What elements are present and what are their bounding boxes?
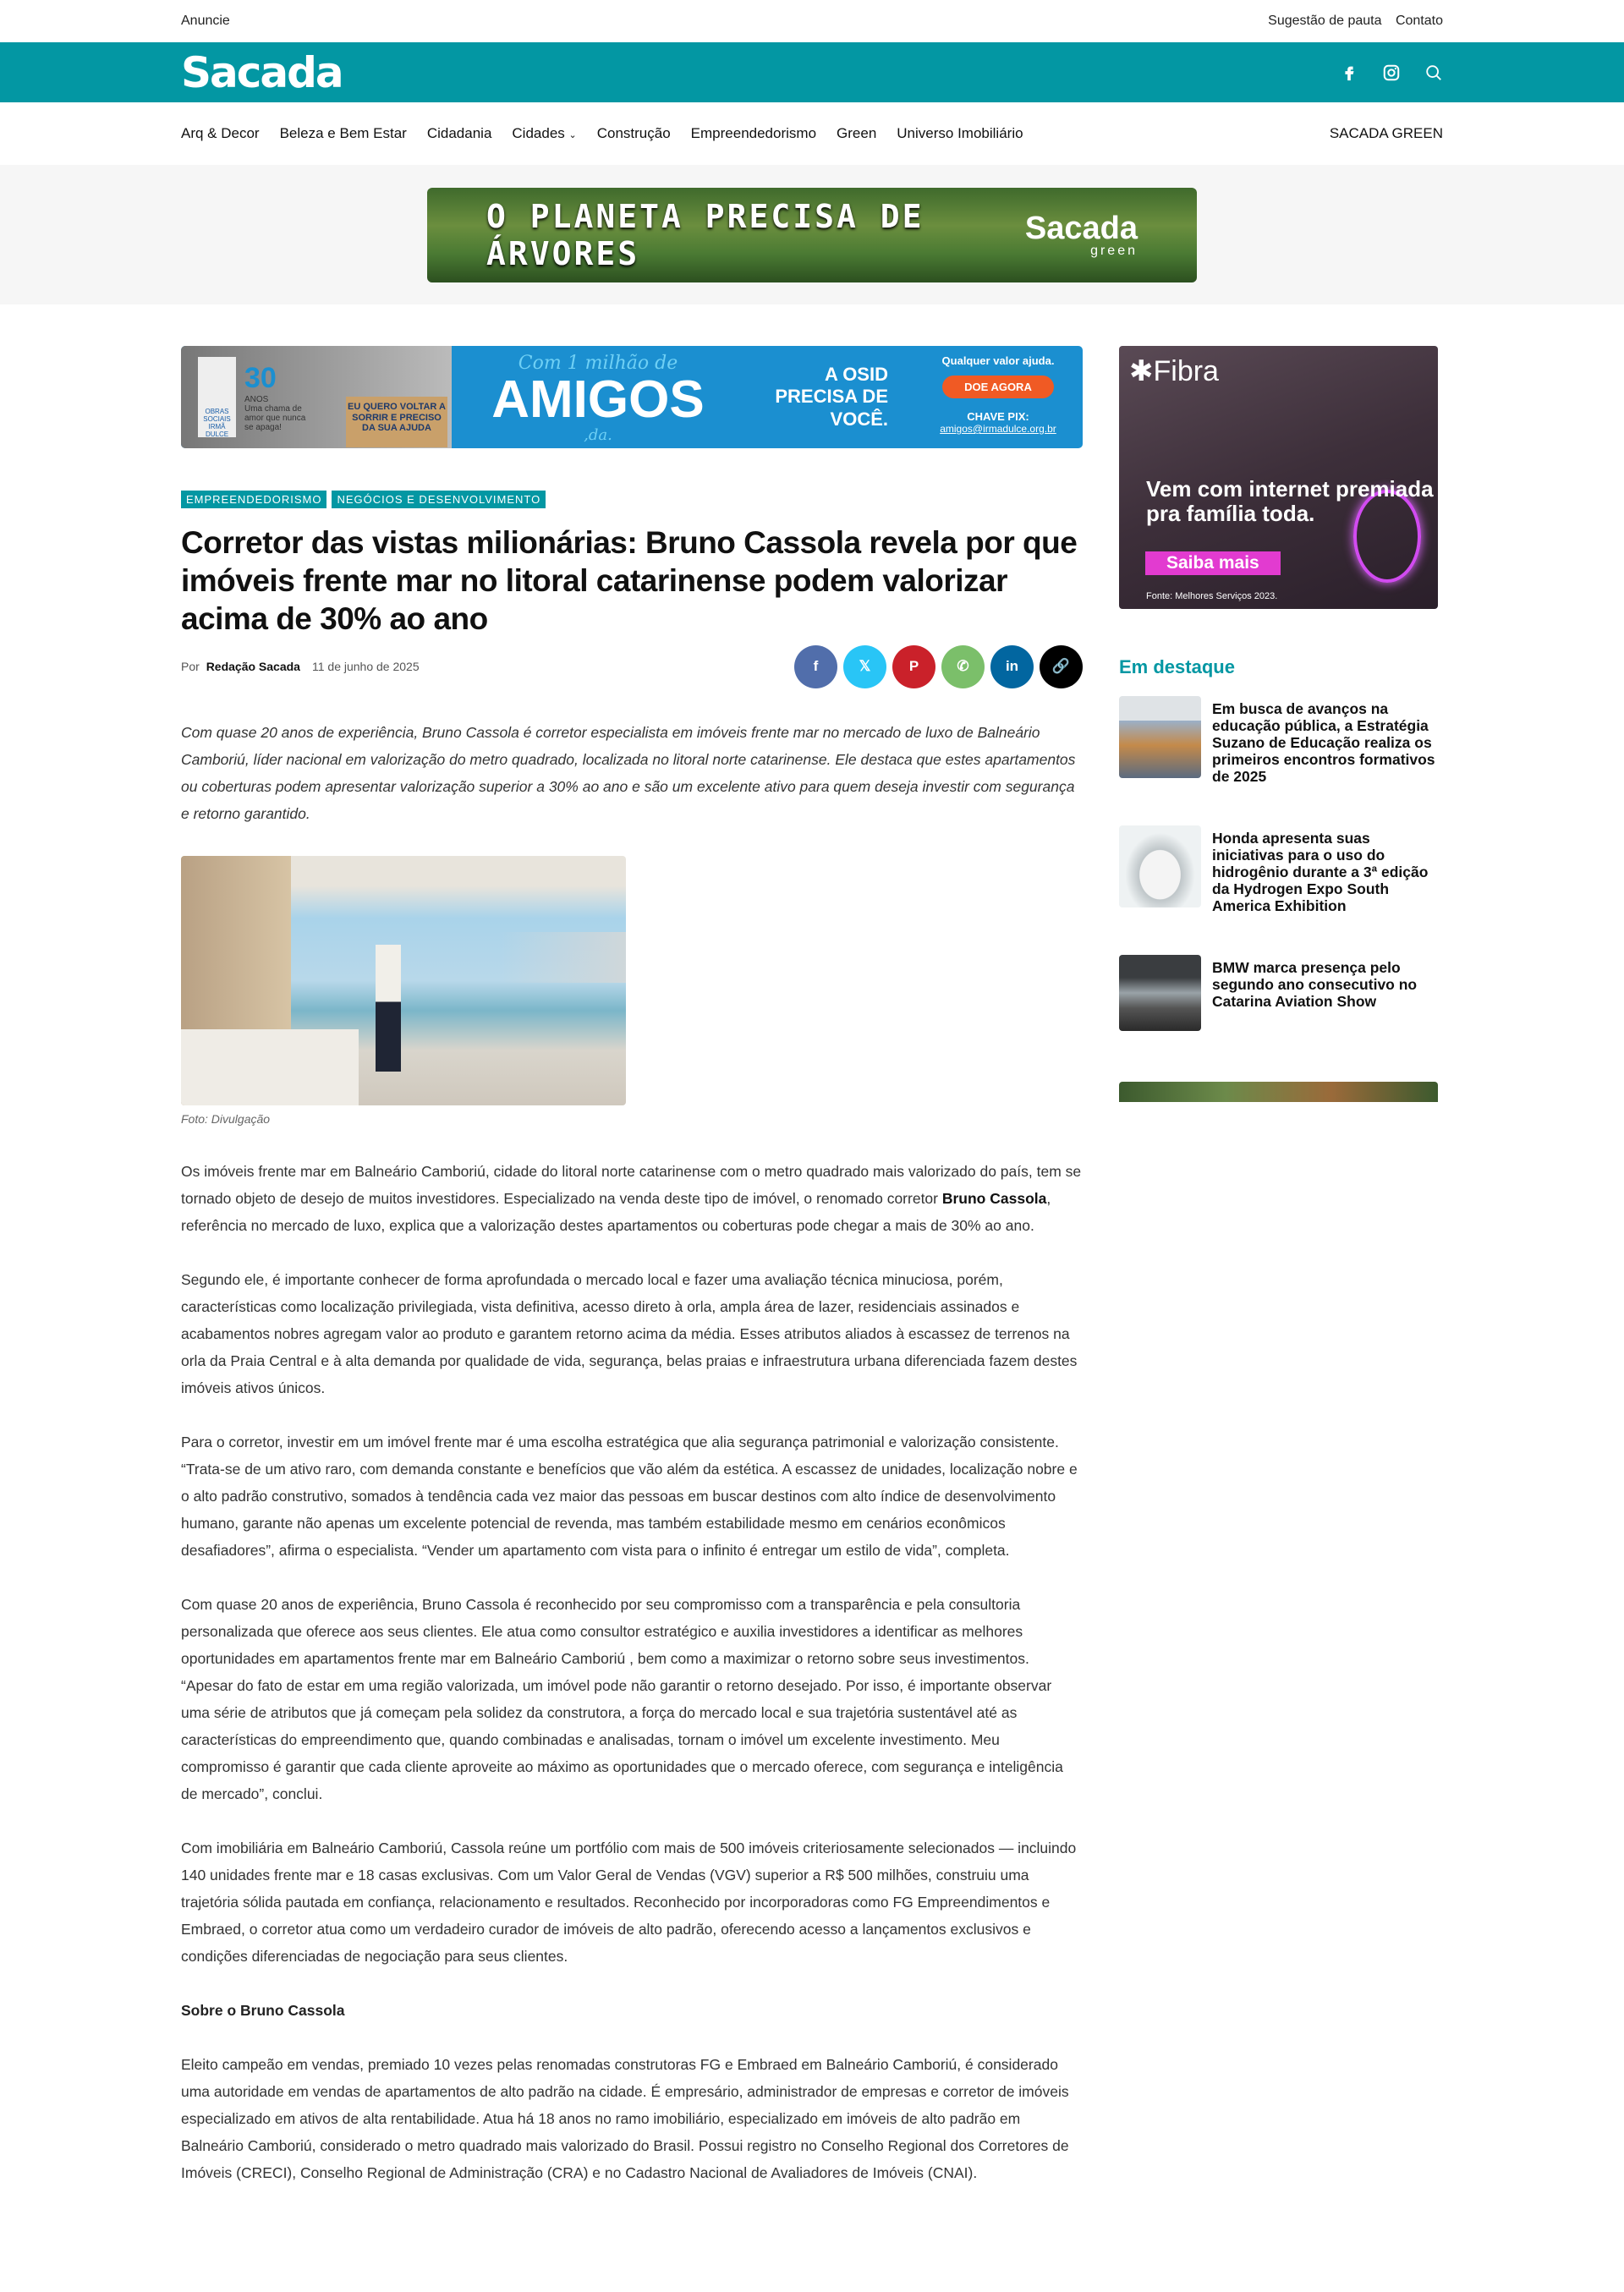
author-link[interactable]: Redação Sacada bbox=[206, 660, 300, 673]
paragraph: Com imobiliária em Balneário Camboriú, Cassola reúne um portfólio com mais de 500 imóveis criteriosamente selecionados — incluindo 140 unidades frente mar e 18 casas exclusivas. Com um Valor Geral de Vendas (VGV) superior a R$ 500 milhões, construiu uma trajetória sólida pautada em confiança, relacionamento e resultados. Reconhecido por incorporadoras como FG Empreendimentos e Embraed, o corretor atua como um verdadeiro curador de imóveis de alto padrão, oferecendo acesso a lançamentos exclusivos e condições diferenciadas de negociação para seus clientes. bbox=[181, 1840, 1077, 1965]
featured-title[interactable]: Em busca de avanços na educação pública, a Estratégia Suzano de Educação realiza os primeiros encontros formativos de 2025 bbox=[1212, 700, 1435, 785]
nav-sacada-green[interactable]: SACADA GREEN bbox=[1329, 125, 1443, 141]
article-lead: Com quase 20 anos de experiência, Bruno Cassola é corretor especialista em imóveis frente mar no mercado de luxo de Balneário Camboriú, líder nacional em valorização do metro quadrado, localizada no litoral norte catarinense. Ele destaca que estes apartamentos ou coberturas podem apresentar valorização superior a 30% ao ano e são um excelente ativo para quem deseja investir com segurança e retorno garantido. bbox=[181, 724, 1076, 822]
osid-ad-left bbox=[181, 346, 452, 448]
featured-heading: Em destaque bbox=[1119, 656, 1235, 677]
photo-city bbox=[499, 932, 626, 983]
main-nav bbox=[0, 102, 1624, 165]
whatsapp-icon: ✆ bbox=[957, 658, 969, 674]
osid-any: Qualquer valor ajuda. bbox=[941, 354, 1055, 367]
donate-button[interactable]: DOE AGORA bbox=[942, 376, 1054, 398]
featured-thumbnail[interactable] bbox=[1119, 696, 1201, 778]
top-ad-band bbox=[0, 165, 1624, 304]
paragraph-text: , referência no mercado de luxo, explica que a valorização destes apartamentos ou coberturas pode chegar a mais de 30% ao ano. bbox=[181, 1190, 1051, 1234]
nav-cidades-label: Cidades bbox=[512, 125, 565, 141]
copy-link-icon: 🔗 bbox=[1051, 658, 1071, 674]
paragraph-text: Os imóveis frente mar em Balneário Camboriú, cidade do litoral norte catarinense com o metro quadrado mais valorizado do país, tem se tornado objeto de desejo de muitos investidores. Especializado na venda deste tipo de imóvel, o renomado corretor bbox=[181, 1163, 1082, 1207]
byline bbox=[181, 660, 420, 673]
nav-construcao[interactable]: Construção bbox=[596, 125, 671, 141]
fibra-ad[interactable] bbox=[1119, 346, 1438, 609]
share-facebook-button[interactable] bbox=[794, 645, 837, 688]
fibra-brand: Fibra bbox=[1153, 355, 1219, 387]
advertise-link[interactable]: Anuncie bbox=[181, 14, 230, 28]
fibra-source: Fonte: Melhores Serviços 2023. bbox=[1146, 591, 1278, 601]
article-body bbox=[181, 1158, 1083, 2186]
bold-name: Bruno Cassola bbox=[941, 1190, 1047, 1207]
share-buttons bbox=[794, 645, 1083, 688]
featured-title[interactable]: Honda apresenta suas iniciativas para o uso do hidrogênio durante a 3ª edição da Hydrogen Expo South America Exhibition bbox=[1212, 830, 1429, 914]
site-logo[interactable]: Sacada bbox=[181, 47, 343, 97]
osid-ad-center bbox=[452, 346, 744, 448]
sidebar-ad-partial[interactable] bbox=[1119, 1082, 1438, 1102]
featured-title[interactable]: BMW marca presença pelo segundo ano consecutivo no Catarina Aviation Show bbox=[1212, 959, 1418, 1010]
chevron-down-icon: ⌄ bbox=[568, 130, 577, 140]
fibra-logo: ✱Fibra bbox=[1129, 355, 1219, 387]
osid-need: A OSID PRECISA DE VOCÊ. bbox=[775, 363, 888, 430]
share-whatsapp-button[interactable] bbox=[941, 645, 985, 688]
osid-pix-label: CHAVE PIX: bbox=[967, 410, 1029, 423]
featured-item[interactable] bbox=[1119, 955, 1438, 1031]
ad-brand bbox=[1025, 212, 1138, 258]
section-heading: Sobre o Bruno Cassola bbox=[181, 2002, 345, 2019]
paragraph: Eleito campeão em vendas, premiado 10 vezes pelas renomadas construtoras FG e Embraed em Balneário Camboriú, é considerado uma autoridade em vendas de apartamentos de alto padrão na cidade. É empresário, administrador de empresas e corretor de imóveis especializado em ativos de alta rentabilidade. Atua há 18 anos no ramo imobiliário, especializado em imóveis de alto padrão em Balneário Camboriú, considerado o metro quadrado mais valorizado do Brasil. Possui registro no Conselho Regional dos Corretores de Imóveis (CRECI), Conselho Regional de Administração (CRA) e no Cadastro Nacional de Avaliadores de Imóveis (CNAI). bbox=[181, 2056, 1069, 2181]
paragraph bbox=[181, 1158, 1083, 1239]
osid-amigos: AMIGOS bbox=[491, 370, 705, 429]
osid-years: 30 bbox=[244, 362, 277, 394]
ad-headline: O PLANETA PRECISA DE ÁRVORES bbox=[486, 197, 924, 272]
search-icon[interactable] bbox=[1424, 63, 1443, 82]
article-photo[interactable] bbox=[181, 856, 626, 1105]
paragraph: Com quase 20 anos de experiência, Bruno Cassola é reconhecido por seu compromisso com a transparência e pela consultoria personalizada que oferece aos seus clientes. Ele atua como consultor estratégico e auxilia investidores a identificar as melhores oportunidades em apartamentos frente mar em Balneário Camboriú , bem como a maximizar o retorno sobre seus investimentos. “Apesar do fato de estar em uma região valorizada, um imóvel pode não garantir o retorno desejado. Por isso, é importante observar uma série de atributos que já começam pela solidez da construtora, a força do mercado local e sua trajetória sustentável até as características do empreendimento que, quando combinadas e analisadas, tornam o imóvel um excelente investimento. Meu compromisso é garantir que cada cliente aproveite ao máximo as oportunidades que o mercado oferece, com segurança e inteligência de mercado”, conclui. bbox=[181, 1596, 1063, 1802]
sacada-green-ad[interactable] bbox=[427, 188, 1197, 282]
nav-universo-imobiliario[interactable]: Universo Imobiliário bbox=[897, 125, 1023, 141]
osid-pix: amigos@irmadulce.org.br bbox=[940, 423, 1056, 435]
osid-ad-banner[interactable] bbox=[181, 346, 1083, 448]
fibra-cta-button[interactable]: Saiba mais bbox=[1145, 551, 1281, 575]
featured-thumbnail[interactable] bbox=[1119, 955, 1201, 1031]
ad-brand-sub: green bbox=[1090, 243, 1138, 258]
nav-arq-decor[interactable]: Arq & Decor bbox=[181, 125, 260, 141]
x-icon: 𝕏 bbox=[859, 658, 871, 674]
paragraph: Segundo ele, é importante conhecer de forma aprofundada o mercado local e fazer uma avaliação técnica minuciosa, porém, características como localização privilegiada, vista definitiva, acesso direto à orla, ampla área de lazer, residenciais assinados e acabamentos nobres agregam valor ao produto e garantem retorno acima da média. Esses atributos aliados à escassez de terrenos na orla da Praia Central e à alta demanda por qualidade de vida, segurança, belas praias e infraestrutura urbana diferenciada fazem destes imóveis ativos únicos. bbox=[181, 1271, 1078, 1396]
byline-prefix: Por bbox=[181, 660, 200, 673]
article-meta-row bbox=[181, 644, 1083, 688]
photo-person bbox=[376, 945, 401, 1072]
instagram-icon[interactable] bbox=[1382, 63, 1401, 82]
paragraph: Para o corretor, investir em um imóvel frente mar é uma escolha estratégica que alia segurança patrimonial e valorização consistente. “Trata-se de um ativo raro, com demanda constante e benefícios que vão além da estética. A escassez de unidades, localização nobre e o alto padrão construtivo, somados à tendência cada vez maior das pessoas em buscar destinos com alto índice de desenvolvimento humano, garante não apenas um excelente potencial de revenda, mas também estabilidade mesmo em cenários econômicos desafiadores”, afirma o especialista. “Vender um apartamento com vista para o infinito é entregar um estilo de vida”, completa. bbox=[181, 1434, 1078, 1559]
suggest-story-link[interactable]: Sugestão de pauta bbox=[1268, 14, 1382, 28]
top-bar bbox=[0, 0, 1624, 42]
osid-da: ,da. bbox=[584, 426, 612, 444]
featured-item[interactable] bbox=[1119, 696, 1438, 785]
featured-item[interactable] bbox=[1119, 825, 1438, 914]
sidebar bbox=[1119, 346, 1438, 1102]
article-column bbox=[181, 346, 1083, 2186]
linkedin-icon: in bbox=[1005, 658, 1019, 674]
osid-30-years bbox=[244, 362, 312, 432]
category-tags bbox=[181, 491, 1083, 508]
tag-negocios[interactable]: NEGÓCIOS E DESENVOLVIMENTO bbox=[332, 491, 546, 508]
osid-cta bbox=[914, 346, 1083, 448]
share-pinterest-button[interactable] bbox=[892, 645, 935, 688]
nav-empreendedorismo[interactable]: Empreendedorismo bbox=[690, 125, 817, 141]
facebook-icon: f bbox=[813, 658, 819, 674]
photo-caption: Foto: Divulgação bbox=[181, 1112, 271, 1126]
publish-date: 11 de junho de 2025 bbox=[311, 660, 420, 673]
osid-tagline: Uma chama de amor que nunca se apaga! bbox=[244, 404, 306, 432]
osid-sign: EU QUERO VOLTAR A SORRIR E PRECISO DA SUA AJUDA bbox=[346, 397, 447, 447]
nav-cidadania[interactable]: Cidadania bbox=[426, 125, 492, 141]
nav-cidades[interactable] bbox=[512, 125, 576, 142]
share-copy-link-button[interactable] bbox=[1040, 645, 1083, 688]
nav-beleza[interactable]: Beleza e Bem Estar bbox=[279, 125, 407, 141]
fibra-headline: Vem com internet premiada pra família toda. bbox=[1146, 476, 1434, 526]
article-title: Corretor das vistas milionárias: Bruno Cassola revela por que imóveis frente mar no litoral catarinense podem valorizar acima de 30% ao ano bbox=[181, 525, 1078, 636]
photo-sofa bbox=[181, 1029, 359, 1105]
site-header bbox=[0, 42, 1624, 102]
osid-script: Com 1 milhão de bbox=[518, 353, 678, 374]
ad-brand-name: Sacada bbox=[1024, 210, 1138, 246]
share-x-button[interactable] bbox=[843, 645, 886, 688]
share-linkedin-button[interactable] bbox=[990, 645, 1034, 688]
facebook-icon[interactable] bbox=[1340, 63, 1358, 82]
tag-empreendedorismo[interactable]: EMPREENDEDORISMO bbox=[181, 491, 326, 508]
featured-thumbnail[interactable] bbox=[1119, 825, 1201, 907]
pinterest-icon: P bbox=[908, 658, 919, 674]
osid-anos: ANOS bbox=[244, 395, 269, 404]
contact-link[interactable]: Contato bbox=[1395, 14, 1443, 28]
nav-green[interactable]: Green bbox=[837, 125, 877, 141]
osid-org-logo: OBRAS SOCIAIS IRMÃ DULCE bbox=[198, 357, 236, 437]
